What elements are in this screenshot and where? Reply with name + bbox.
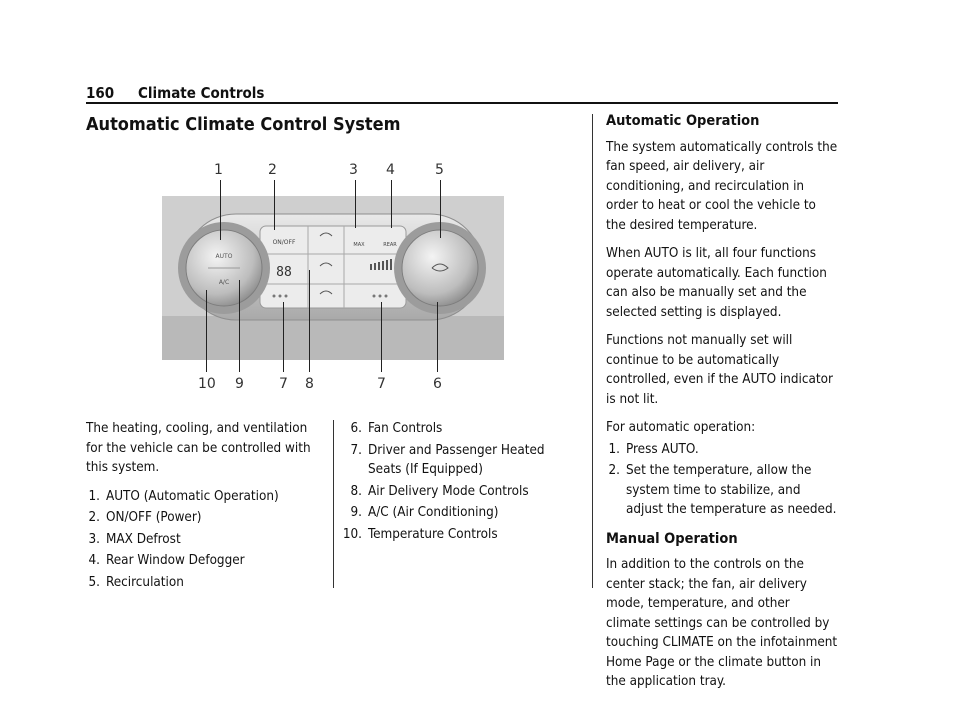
leader-line-2 bbox=[274, 180, 275, 230]
legend-text: Rear Window Defogger bbox=[106, 553, 245, 568]
callout-7b: 7 bbox=[377, 376, 386, 392]
legend-list-2 bbox=[342, 419, 578, 544]
legend-text: Recirculation bbox=[106, 574, 184, 590]
legend-item bbox=[342, 525, 578, 545]
automatic-paragraph-4: For automatic operation: bbox=[606, 420, 756, 435]
automatic-paragraph-2: When AUTO is lit, all four functions operate automatically. Each function can also be manually set and the selected setting is displayed. bbox=[606, 246, 827, 320]
leader-line-4 bbox=[391, 180, 392, 228]
legend-num: 5. bbox=[88, 574, 100, 590]
callout-7a: 7 bbox=[279, 376, 288, 392]
legend-item bbox=[86, 508, 318, 528]
climate-control-figure bbox=[162, 162, 504, 392]
legend-item bbox=[86, 551, 318, 571]
column-3-text bbox=[606, 112, 838, 701]
legend-text: ON/OFF (Power) bbox=[106, 510, 202, 525]
leader-line-9 bbox=[239, 280, 240, 372]
leader-line-1 bbox=[220, 180, 221, 240]
legend-item bbox=[86, 530, 318, 550]
legend-text: Air Delivery Mode Controls bbox=[368, 483, 529, 499]
leader-line-3 bbox=[355, 180, 356, 228]
legend-num: 2. bbox=[88, 510, 100, 525]
column-1-text bbox=[86, 419, 318, 594]
section-name: Climate Controls bbox=[138, 84, 265, 102]
page-number: 160 bbox=[86, 84, 115, 102]
legend-list-1 bbox=[86, 487, 318, 593]
step-text: Set the temperature, allow the system time to stabilize, and adjust the temperature as needed. bbox=[626, 463, 837, 517]
intro-paragraph: The heating, cooling, and ventilation for the vehicle can be controlled with this system. bbox=[86, 421, 311, 475]
legend-text: Temperature Controls bbox=[368, 526, 498, 542]
legend-text: Driver and Passenger Heated Seats (If Equipped) bbox=[368, 442, 545, 477]
legend-num: 10. bbox=[342, 526, 362, 542]
step-text: Press AUTO. bbox=[626, 441, 699, 457]
page-header bbox=[86, 84, 838, 104]
legend-text: Fan Controls bbox=[368, 421, 443, 436]
legend-num: 3. bbox=[88, 531, 100, 547]
callout-9: 9 bbox=[235, 376, 244, 392]
automatic-operation-heading: Automatic Operation bbox=[606, 113, 760, 129]
step-num: 1. bbox=[608, 441, 620, 457]
callout-2: 2 bbox=[268, 162, 277, 178]
legend-num: 1. bbox=[88, 488, 100, 504]
callout-8: 8 bbox=[305, 376, 314, 392]
legend-text: MAX Defrost bbox=[106, 531, 181, 547]
panel-label-auto: AUTO bbox=[215, 253, 233, 260]
callout-4: 4 bbox=[386, 162, 395, 178]
legend-num: 9. bbox=[350, 505, 362, 520]
legend-item bbox=[342, 441, 578, 480]
panel-label-ac: A/C bbox=[218, 279, 230, 286]
leader-line-5 bbox=[440, 180, 441, 238]
callout-10: 10 bbox=[198, 376, 216, 392]
legend-item bbox=[86, 573, 318, 593]
panel-label-rear: REAR bbox=[383, 242, 397, 248]
legend-item bbox=[342, 419, 578, 439]
legend-text: A/C (Air Conditioning) bbox=[368, 505, 499, 520]
leader-line-8 bbox=[309, 270, 310, 372]
step-item bbox=[606, 461, 838, 520]
leader-line-7a bbox=[283, 302, 284, 372]
legend-num: 4. bbox=[88, 553, 100, 568]
manual-paragraph-1: In addition to the controls on the center stack; the fan, air delivery mode, temperature, and other climate settings can be controlled by touching CLIMATE on the infotainment Home Page or the climate button in the application tray. bbox=[606, 557, 838, 689]
panel-temp-display: 88 bbox=[276, 265, 292, 280]
page-title: Automatic Climate Control System bbox=[86, 114, 401, 135]
panel-label-onoff: ON/OFF bbox=[272, 239, 296, 246]
legend-num: 8. bbox=[350, 483, 362, 499]
manual-operation-heading: Manual Operation bbox=[606, 530, 738, 547]
leader-line-10 bbox=[206, 290, 207, 372]
control-panel-illustration bbox=[162, 196, 504, 360]
automatic-paragraph-1: The system automatically controls the fan speed, air delivery, air conditioning, and recirculation in order to heat or cool the vehicle to the desired temperature. bbox=[606, 139, 838, 233]
callout-3: 3 bbox=[349, 162, 358, 178]
legend-num: 6. bbox=[350, 421, 362, 436]
leader-line-6 bbox=[437, 302, 438, 372]
legend-item bbox=[86, 487, 318, 507]
automatic-paragraph-3: Functions not manually set will continue to be automatically controlled, even if the AUTO indicator is not lit. bbox=[606, 333, 833, 407]
legend-item bbox=[342, 503, 578, 523]
legend-item bbox=[342, 482, 578, 502]
leader-line-7b bbox=[381, 302, 382, 372]
legend-num: 7. bbox=[350, 442, 362, 458]
callout-1: 1 bbox=[214, 162, 223, 178]
callout-6: 6 bbox=[433, 376, 442, 392]
step-num: 2. bbox=[608, 463, 620, 478]
header-rule bbox=[86, 102, 838, 104]
step-item bbox=[606, 440, 838, 460]
automatic-steps bbox=[606, 440, 838, 520]
callout-5: 5 bbox=[435, 162, 444, 178]
control-panel-photo bbox=[162, 196, 504, 360]
legend-text: AUTO (Automatic Operation) bbox=[106, 488, 279, 504]
column-2-text bbox=[342, 419, 578, 546]
panel-label-max: MAX bbox=[353, 242, 365, 248]
column-divider-1 bbox=[333, 420, 334, 588]
column-divider-2 bbox=[592, 114, 593, 588]
